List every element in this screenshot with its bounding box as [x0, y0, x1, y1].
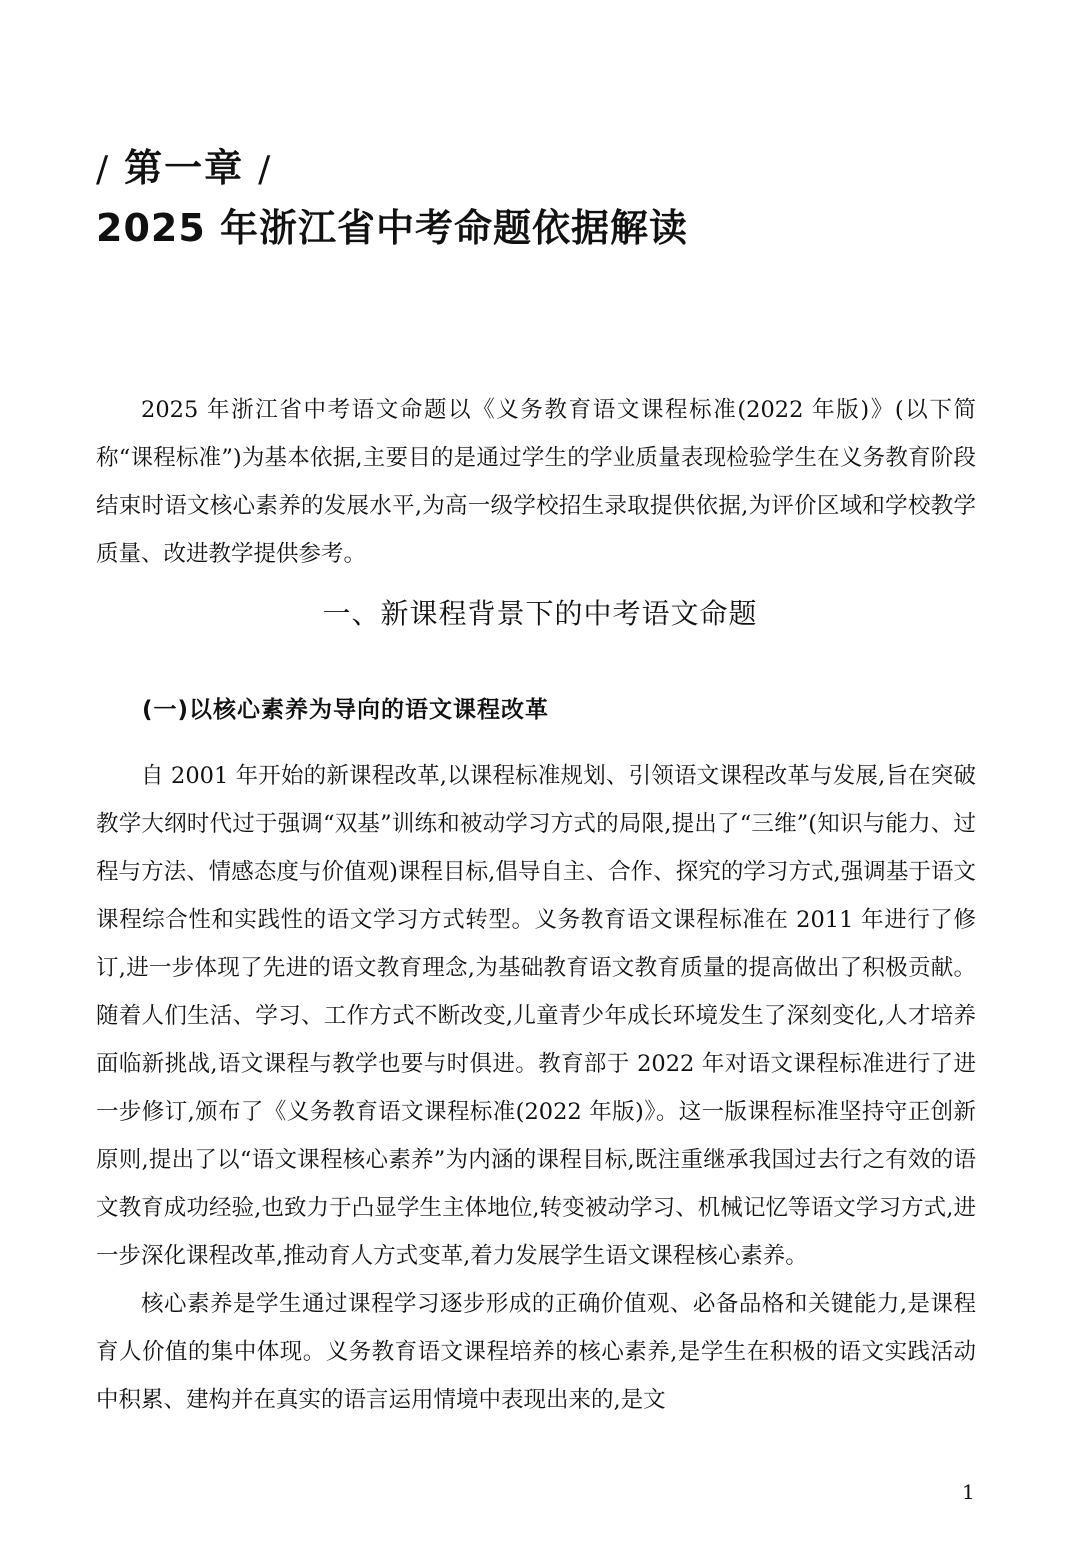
- body-paragraph: 核心素养是学生通过课程学习逐步形成的正确价值观、必备品格和关键能力,是课程育人价值的集中体现。义务教育语文课程培养的核心素养,是学生在积极的语文实践活动中积累、建构并在真实的语言运用情境中表现出来的,是文: [96, 1291, 976, 1413]
- intro-paragraph: 2025 年浙江省中考语文命题以《义务教育语文课程标准(2022 年版)》(以下简称“课程标准”)为基本依据,主要目的是通过学生的学业质量表现检验学生在义务教育阶段结束时语文核心素养的发展水平,为高一级学校招生录取提供依据,为评价区域和学校教学质量、改进教学提供参考。: [96, 397, 976, 567]
- chapter-title: 2025 年浙江省中考命题依据解读: [96, 206, 688, 250]
- intro-section: [96, 386, 976, 578]
- section-heading: 一、新课程背景下的中考语文命题: [322, 597, 758, 630]
- body-section: [96, 752, 976, 1424]
- chapter-slash-open: /: [96, 149, 111, 190]
- chapter-number: 第一章: [124, 146, 245, 190]
- subsection-heading: (一)以核心素养为导向的语文课程改革: [142, 697, 550, 723]
- chapter-label: [96, 142, 286, 196]
- chapter-slash-close: /: [258, 149, 273, 190]
- body-paragraph: 自 2001 年开始的新课程改革,以课程标准规划、引领语文课程改革与发展,旨在突破教学大纲时代过于强调“双基”训练和被动学习方式的局限,提出了“三维”(知识与能力、过程与方法、情感态度与价值观)课程目标,倡导自主、合作、探究的学习方式,强调基于语文课程综合性和实践性的语文学习方式转型。义务教育语文课程标准在 2011 年进行了修订,进一步体现了先进的语文教育理念,为基础教育语文教育质量的提高做出了积极贡献。随着人们生活、学习、工作方式不断改变,儿童青少年成长环境发生了深刻变化,人才培养面临新挑战,语文课程与教学也要与时俱进。教育部于 2022 年对语文课程标准进行了进一步修订,颁布了《义务教育语文课程标准(2022 年版)》。这一版课程标准坚持守正创新原则,提出了以“语文课程核心素养”为内涵的课程目标,既注重继承我国过去行之有效的语文教育成功经验,也致力于凸显学生主体地位,转变被动学习、机械记忆等语文学习方式,进一步深化课程改革,推动育人方式变革,着力发展学生语文课程核心素养。: [96, 763, 976, 1269]
- page-number: 1: [962, 1480, 975, 1504]
